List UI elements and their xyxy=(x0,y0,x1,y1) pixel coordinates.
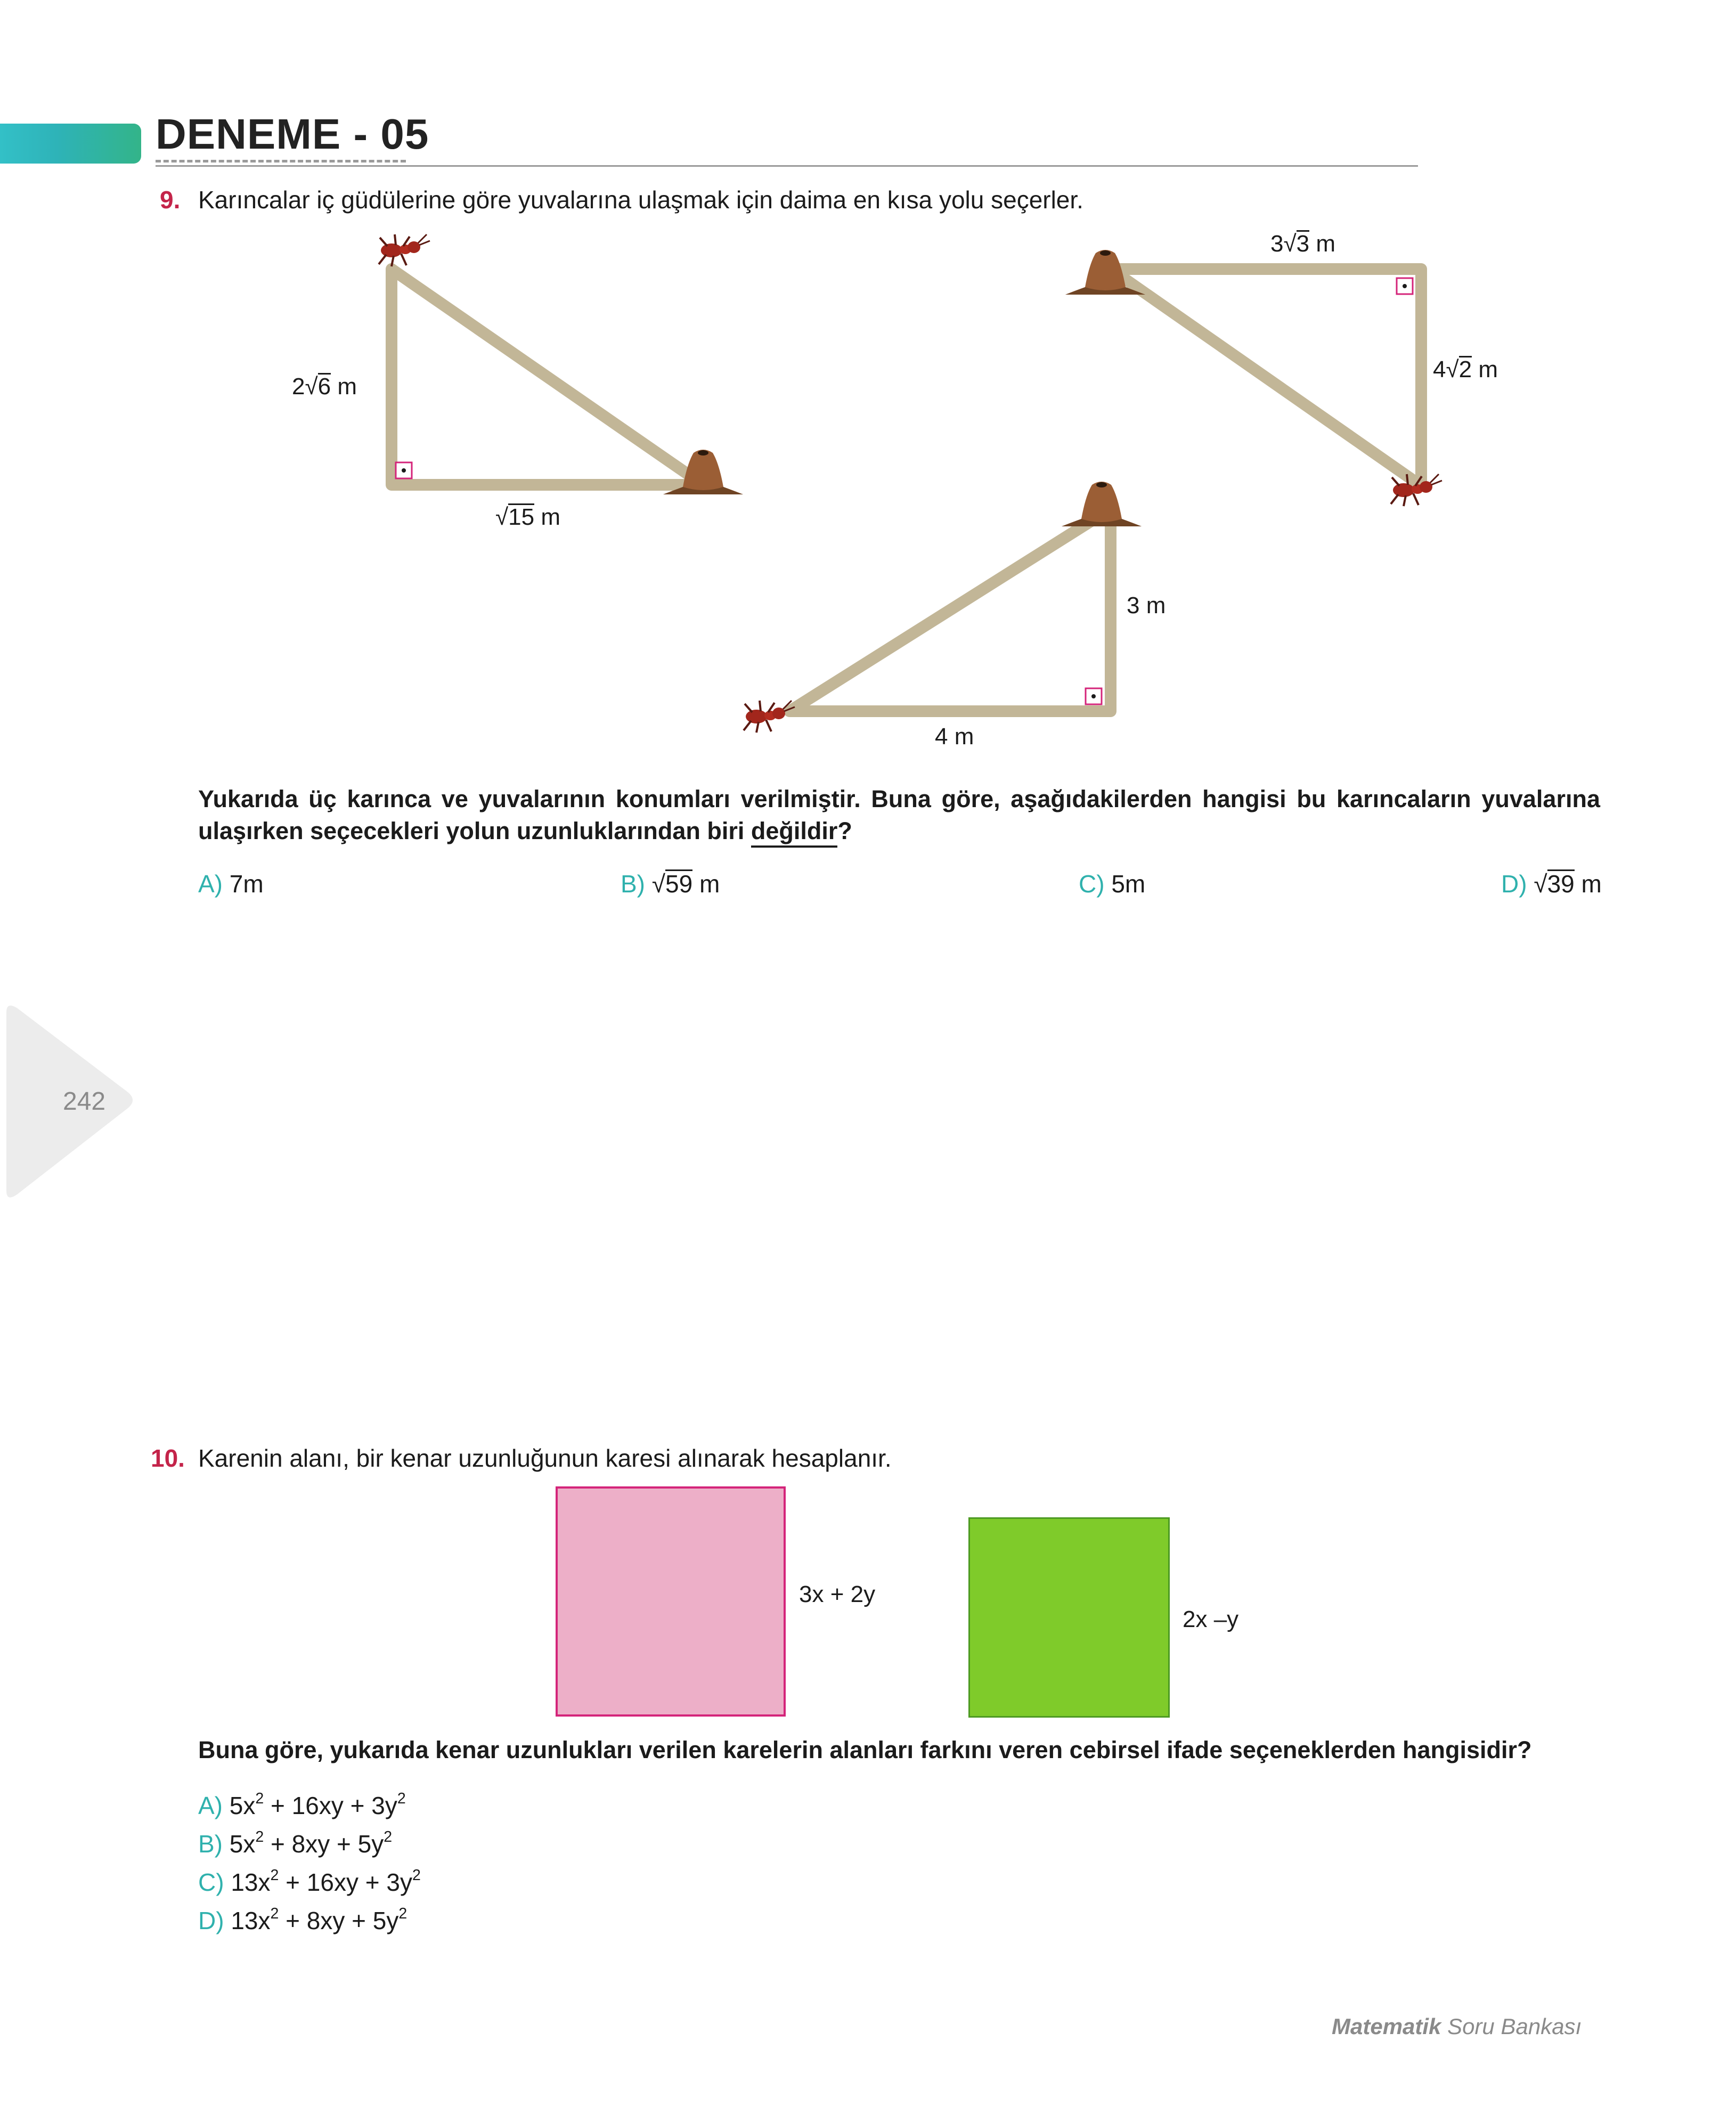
q9-option-c[interactable]: C) 5m xyxy=(1079,870,1146,898)
fig2-side-label: 4√2 m xyxy=(1433,356,1498,383)
ant-nest-3-icon xyxy=(1062,482,1142,526)
green-square-side-label: 2x –y xyxy=(1183,1606,1239,1632)
fig3-base-label: 4 m xyxy=(935,723,974,750)
question-9-stem-line-2: ulaşırken seçecekleri yolun uzunluklarından biri değildir? xyxy=(198,815,852,847)
page-number: 242 xyxy=(63,1087,106,1116)
question-9-stem-line-1: Yukarıda üç karınca ve yuvalarının konumları verilmiştir. Buna göre, aşağıdakilerden hangisi bu karıncaların yuvalarına xyxy=(198,785,1600,812)
emphasis-degildir: değildir xyxy=(751,817,838,848)
pink-square-side-label: 3x + 2y xyxy=(799,1581,876,1607)
fig1-base-label: √15 m xyxy=(495,504,560,530)
question-9-text: Karıncalar iç güdülerine göre yuvalarına ulaşmak için daima en kısa yolu seçerler. xyxy=(198,186,1083,214)
q9-option-a[interactable]: A) 7m xyxy=(198,870,264,898)
q9-option-b[interactable]: B) √59 m xyxy=(621,870,720,898)
fig2-top-label: 3√3 m xyxy=(1270,231,1336,257)
triangle-1 xyxy=(379,234,743,494)
q10-option-d[interactable]: D) $13x^2 + 8xy + 5y^2$ xyxy=(198,1905,407,1934)
triangle-2 xyxy=(1065,250,1442,506)
pink-square xyxy=(556,1486,786,1717)
ant-1-icon xyxy=(379,234,430,266)
footer-brand: Matematik Soru Bankası xyxy=(1332,2014,1582,2039)
question-10-number: 10. xyxy=(151,1444,185,1472)
fig1-side-label: 2√6 m xyxy=(292,373,357,400)
q10-option-a[interactable]: A) $5x^2 + 16xy + 3y^2$ xyxy=(198,1790,406,1819)
question-10-text: Karenin alanı, bir kenar uzunluğunun karesi alınarak hesaplanır. xyxy=(198,1444,892,1472)
ant-triangles-figure xyxy=(0,0,1736,773)
page-title: DENEME - 05 xyxy=(156,110,429,158)
fig3-side-label: 3 m xyxy=(1127,592,1166,619)
triangle-3 xyxy=(744,482,1142,733)
question-10-stem: Buna göre, yukarıda kenar uzunlukları verilen karelerin alanları farkını veren cebirsel ifade seçeneklerden hangisidir? xyxy=(198,1736,1532,1763)
q10-option-c[interactable]: C) $13x^2 + 16xy + 3y^2$ xyxy=(198,1867,421,1896)
q10-option-b[interactable]: B) $5x^2 + 8xy + 5y^2$ xyxy=(198,1828,393,1858)
green-square xyxy=(968,1517,1170,1718)
q9-option-d[interactable]: D) √39 m xyxy=(1501,870,1602,898)
question-9-number: 9. xyxy=(160,186,181,214)
